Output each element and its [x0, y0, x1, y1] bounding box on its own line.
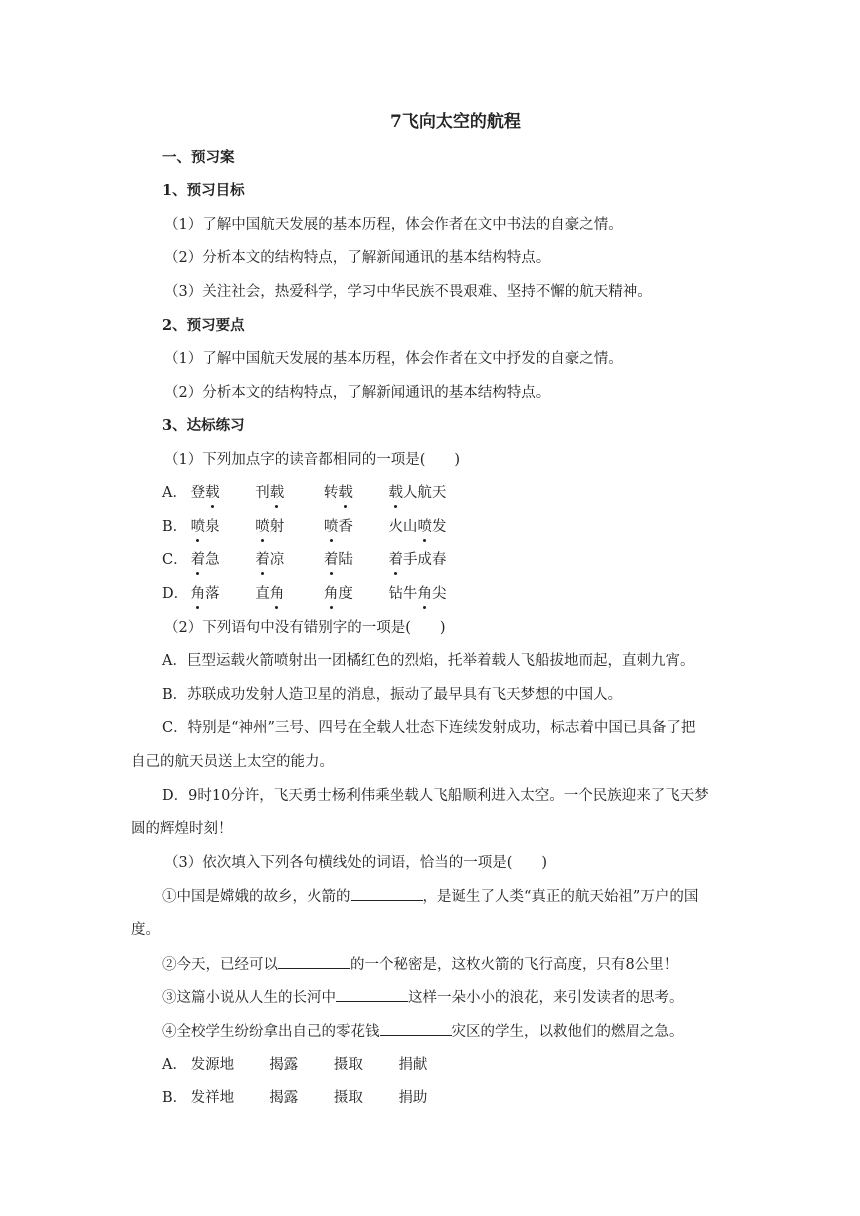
option-word: 喷香	[323, 519, 353, 535]
option-word: 转载	[323, 485, 353, 501]
option-word: 直角	[255, 586, 285, 602]
option-letter: A．	[162, 1057, 187, 1073]
fill-blank	[336, 987, 408, 1002]
option-word: 着陆	[323, 552, 353, 568]
question-3-sentence-3: ③这篇小说从人生的长河中 这样一朵小小的浪花，来引发读者的思考。	[162, 987, 684, 1008]
option-word: 揭露	[269, 1090, 299, 1106]
question-2-option-d-cont: 圆的辉煌时刻！	[131, 821, 233, 837]
option-word: 角度	[323, 586, 353, 602]
subsection-heading-goals: 1、预习目标	[162, 182, 245, 199]
option-word: 火山喷发	[388, 519, 447, 535]
goal-item: （1）了解中国航天发展的基本历程，体会作者在文中书法的自豪之情。	[164, 217, 623, 233]
option-word: 捐助	[398, 1090, 428, 1106]
question-2-option-a: A．巨型运载火箭喷射出一团橘红色的烈焰，托举着载人飞船拔地而起，直刺九宵。	[162, 653, 695, 669]
option-word: 载人航天	[388, 485, 447, 501]
question-2-option-c: C．特别是“神州”三号、四号在全载人壮态下连续发射成功，标志着中国已具备了把	[162, 720, 696, 736]
question-2-option-c-cont: 自己的航天员送上太空的能力。	[131, 754, 334, 770]
option-word: 发源地	[190, 1057, 235, 1073]
option-word: 着急	[190, 552, 220, 568]
question-3-sentence-1-cont: 度。	[131, 922, 160, 938]
section-heading-preview: 一、预习案	[162, 149, 235, 166]
option-word: 登载	[190, 485, 220, 501]
subsection-heading-exercises: 3、达标练习	[162, 417, 245, 434]
option-letter: B．	[162, 519, 188, 535]
goal-item: （2）分析本文的结构特点，了解新闻通讯的基本结构特点。	[164, 250, 551, 266]
fill-blank	[351, 886, 423, 901]
option-word: 刊载	[255, 485, 285, 501]
option-word: 发祥地	[190, 1090, 235, 1106]
fill-blank	[278, 954, 350, 969]
fill-blank	[380, 1021, 452, 1036]
question-1-option-b	[162, 517, 446, 537]
question-2-option-d: D．9时10分许，飞天勇士杨利伟乘坐载人飞船顺利进入太空。一个民族迎来了飞天梦	[162, 788, 709, 804]
option-word: 角落	[190, 586, 220, 602]
question-3-sentence-1: ①中国是嫦娥的故乡，火箭的 ，是诞生了人类“真正的航天始祖”万户的国	[162, 886, 698, 907]
question-1-option-c	[162, 550, 446, 570]
question-1-option-d	[162, 584, 446, 604]
option-letter: B．	[162, 1090, 188, 1106]
option-word: 揭露	[269, 1057, 299, 1073]
question-3-sentence-2: ②今天，已经可以 的一个秘密是，这枚火箭的飞行高度，只有8公里！	[162, 954, 678, 975]
question-3-option-a	[162, 1055, 427, 1075]
option-word: 摄取	[333, 1090, 363, 1106]
question-3-sentence-4: ④全校学生纷纷拿出自己的零花钱 灾区的学生，以救他们的燃眉之急。	[162, 1021, 684, 1042]
subsection-heading-points: 2、预习要点	[162, 317, 245, 334]
option-word: 着手成春	[388, 552, 447, 568]
option-letter: D．	[162, 586, 189, 602]
option-letter: A．	[162, 485, 187, 501]
option-letter: C．	[162, 552, 188, 568]
question-1-option-a	[162, 483, 446, 503]
point-item: （2）分析本文的结构特点，了解新闻通讯的基本结构特点。	[164, 385, 551, 401]
point-item: （1）了解中国航天发展的基本历程，体会作者在文中抒发的自豪之情。	[164, 351, 623, 367]
document-title: 7飞向太空的航程	[390, 112, 521, 132]
option-word: 钻牛角尖	[388, 586, 447, 602]
question-2-stem: （2）下列语句中没有错别字的一项是( )	[164, 620, 446, 636]
question-3-stem: （3）依次填入下列各句横线处的词语，恰当的一项是( )	[164, 855, 548, 871]
question-2-option-b: B．苏联成功发射人造卫星的消息，振动了最早具有飞天梦想的中国人。	[162, 687, 623, 703]
option-word: 摄取	[333, 1057, 363, 1073]
question-1-stem: （1）下列加点字的读音都相同的一项是( )	[164, 452, 461, 468]
question-3-option-b	[162, 1088, 427, 1108]
goal-item: （3）关注社会，热爱科学，学习中华民族不畏艰难、坚持不懈的航天精神。	[164, 284, 652, 300]
option-word: 喷射	[255, 519, 285, 535]
option-word: 捐献	[398, 1057, 428, 1073]
option-word: 喷泉	[190, 519, 220, 535]
option-word: 着凉	[255, 552, 285, 568]
